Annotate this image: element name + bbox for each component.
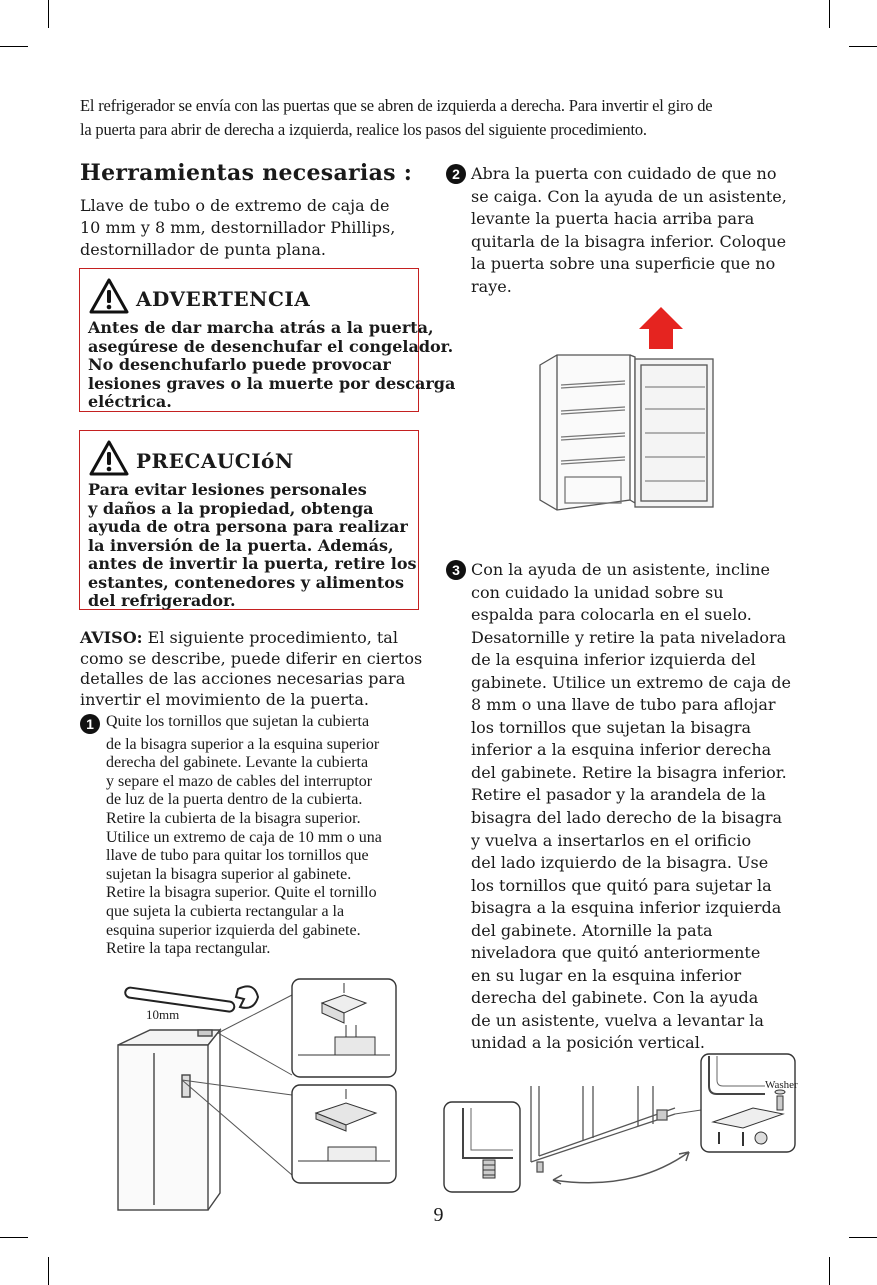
step-line: la puerta sobre una superficie que no — [471, 254, 776, 273]
step-number-badge: 3 — [446, 560, 466, 580]
cabinet-drawing — [118, 1030, 220, 1210]
step-1-text — [106, 713, 382, 959]
step-number-badge: 2 — [446, 164, 466, 184]
hinge-washer-inset — [701, 1054, 798, 1152]
warning-line: No desenchufarlo puede provocar — [88, 355, 391, 374]
intro-paragraph — [80, 94, 800, 142]
crop-mark — [829, 1257, 830, 1285]
arrow-up-icon — [639, 307, 683, 349]
tools-list — [80, 195, 395, 261]
caution-line: ayuda de otra persona para realizar — [88, 517, 408, 536]
bottom-hinge-illustration — [443, 1052, 798, 1197]
step-line: sujetan la bisagra superior al gabinete. — [106, 865, 352, 883]
warning-triangle-icon — [88, 439, 130, 477]
caution-box — [79, 430, 419, 610]
step-line: espalda para colocarla en el suelo. — [471, 605, 752, 625]
step-line: derecha del gabinete. Con la ayuda — [471, 988, 759, 1008]
warning-line: lesiones graves o la muerte por descarga — [88, 373, 456, 393]
caution-line: estantes, contenedores y alimentos — [88, 572, 404, 592]
step-line: de la esquina inferior izquierda del — [471, 650, 756, 670]
step-line: bisagra del lado derecho de la bisagra — [471, 808, 783, 828]
wrench-size-label: 10mm — [146, 1007, 180, 1022]
step-line: los tornillos que quitó para sujetar la — [471, 875, 772, 895]
step-line: llave de tubo para quitar los tornillos que — [106, 847, 369, 865]
notice-paragraph — [80, 628, 422, 710]
caution-line: y daños a la propiedad, obtenga — [88, 498, 374, 518]
warning-triangle-icon — [88, 277, 130, 315]
caution-line: Para evitar lesiones personales — [88, 480, 367, 499]
page-number: 9 — [433, 1204, 444, 1226]
leveling-leg-inset — [444, 1102, 520, 1192]
tools-line: Llave de tubo o de extremo de caja de — [80, 196, 390, 215]
step-line: Con la ayuda de un asistente, incline — [471, 560, 770, 579]
step-line: Desatornille y retire la pata niveladora — [471, 627, 787, 647]
warning-line: eléctrica. — [88, 392, 172, 411]
warning-text — [88, 319, 455, 412]
step-line: de la bisagra superior a la esquina superior — [106, 735, 380, 753]
step-line: de luz de la puerta dentro de la cubierta. — [106, 791, 363, 809]
open-door-illustration — [535, 305, 720, 525]
step-line: y separe el mazo de cables del interruptor — [106, 772, 373, 790]
notice-label: AVISO: — [80, 628, 143, 647]
cover-detail-inset — [292, 1085, 396, 1183]
caution-line: antes de invertir la puerta, retire los — [88, 554, 417, 573]
step-line: bisagra a la esquina inferior izquierda — [471, 898, 782, 918]
warning-line: Antes de dar marcha atrás a la puerta, — [88, 318, 434, 337]
crop-mark — [48, 1257, 49, 1285]
crop-mark — [849, 46, 877, 47]
step-number-badge: 1 — [80, 714, 100, 734]
tools-heading: Herramientas necesarias : — [80, 160, 413, 186]
caution-text — [88, 481, 417, 611]
step-line: niveladora que quitó anteriormente — [471, 943, 761, 963]
step-line: inferior a la esquina inferior derecha — [471, 740, 772, 760]
rotate-arrow-icon — [553, 1152, 689, 1183]
step-line: gabinete. Utilice un extremo de caja de — [471, 672, 791, 692]
warning-line: asegúrese de desenchufar el congelador. — [88, 336, 454, 356]
step-line: levante la puerta hacia arriba para — [471, 209, 755, 228]
step-2-text — [471, 163, 787, 298]
hinge-detail-inset — [292, 979, 396, 1077]
step-line: del lado izquierdo de la bisagra. Use — [471, 853, 769, 873]
step-line: Retire la bisagra superior. Quite el tornillo — [106, 884, 377, 902]
step-line: 8 mm o una llave de tubo para aflojar — [471, 695, 776, 715]
step-line: de un asistente, vuelva a levantar la — [471, 1010, 764, 1030]
crop-mark — [829, 0, 830, 28]
warning-title: ADVERTENCIA — [136, 287, 311, 311]
crop-mark — [48, 0, 49, 28]
tools-line: 10 mm y 8 mm, destornillador Phillips, — [80, 218, 396, 237]
warning-box — [79, 268, 456, 412]
intro-line: la puerta para abrir de derecha a izquierda, realice los pasos del siguiente procedimiento. — [80, 120, 647, 139]
caution-line: la inversión de la puerta. Además, — [88, 535, 394, 555]
step-line: quitarla de la bisagra inferior. Coloque — [471, 231, 787, 251]
step-line: se caiga. Con la ayuda de un asistente, — [471, 186, 787, 206]
caution-title: PRECAUCIóN — [136, 449, 294, 473]
step-line: Quite los tornillos que sujetan la cubierta — [106, 713, 370, 730]
step-line: Retire la cubierta de la bisagra superior. — [106, 809, 361, 827]
intro-line: El refrigerador se envía con las puertas que se abren de izquierda a derecha. Para invertir el giro de — [80, 96, 713, 115]
step-line: Retire la tapa rectangular. — [106, 940, 271, 958]
washer-label: Washer — [765, 1079, 798, 1091]
caution-line: del refrigerador. — [88, 591, 236, 610]
crop-mark — [849, 1237, 877, 1238]
notice-line: detalles de las acciones necesarias para — [80, 669, 406, 688]
step-line: con cuidado la unidad sobre su — [471, 582, 724, 602]
crop-mark — [0, 1237, 28, 1238]
step-line: del gabinete. Retire la bisagra inferior. — [471, 762, 787, 782]
step-line: derecha del gabinete. Levante la cubierta — [106, 754, 369, 772]
step-line: unidad a la posición vertical. — [471, 1033, 705, 1053]
top-hinge-illustration — [110, 975, 400, 1215]
step-line: Retire el pasador y la arandela de la — [471, 785, 766, 805]
tools-line: destornillador de punta plana. — [80, 240, 326, 259]
step-line: raye. — [471, 276, 512, 296]
wrench-icon — [125, 986, 258, 1012]
notice-line: invertir el movimiento de la puerta. — [80, 689, 369, 709]
step-line: Abra la puerta con cuidado de que no — [471, 164, 777, 183]
step-line: y vuelva a insertarlos en el orificio — [471, 830, 752, 850]
step-line: los tornillos que sujetan la bisagra — [471, 717, 752, 737]
step-line: esquina superior izquierda del gabinete. — [106, 921, 361, 939]
crop-mark — [0, 46, 28, 47]
notice-line: como se describe, puede diferir en ciertos — [80, 648, 423, 668]
notice-first-line: El siguiente procedimiento, tal — [142, 628, 398, 647]
step-line: del gabinete. Atornille la pata — [471, 920, 713, 940]
step-3-text — [471, 559, 791, 1055]
step-line: que sujeta la cubierta rectangular a la — [106, 902, 345, 920]
step-line: en su lugar en la esquina inferior — [471, 965, 742, 985]
step-line: Utilice un extremo de caja de 10 mm o una — [106, 828, 382, 846]
